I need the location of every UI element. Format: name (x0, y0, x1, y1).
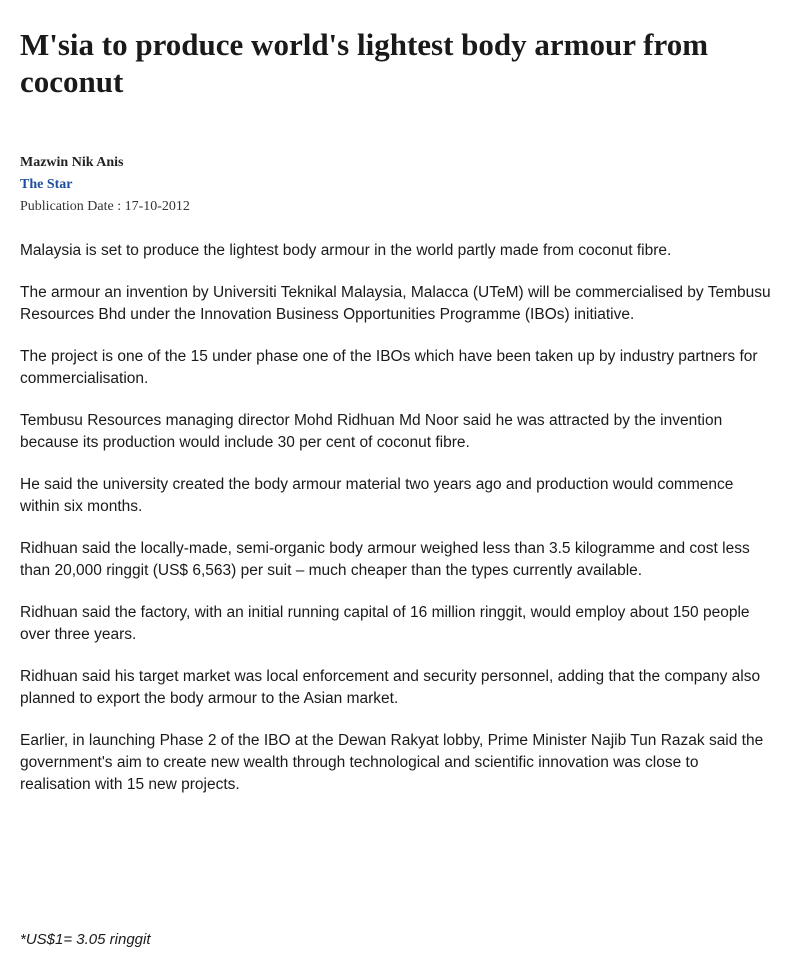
article-paragraph: Tembusu Resources managing director Mohd Ridhuan Md Noor said he was attracted by the invention because its production would include 30 per cent of coconut fibre. (20, 412, 723, 451)
article-paragraph: Ridhuan said the locally-made, semi-organic body armour weighed less than 3.5 kilogramme and cost less than 20,000 ringgit (US$ 6,563) per suit – much cheaper than the types currently available. (20, 540, 750, 579)
article-paragraph: Earlier, in launching Phase 2 of the IBO at the Dewan Rakyat lobby, Prime Minister Najib Tun Razak said the government's aim to create new wealth through technological and scientific innovation was close to realisation with 15 new projects. (20, 732, 764, 793)
article-body (20, 240, 772, 816)
source-name: The Star (20, 177, 73, 192)
article-paragraph: Malaysia is set to produce the lightest body armour in the world partly made from coconut fibre. (20, 242, 672, 259)
article-paragraph: Ridhuan said his target market was local enforcement and security personnel, adding that the company also planned to export the body armour to the Asian market. (20, 668, 761, 707)
article-paragraph: The armour an invention by Universiti Teknikal Malaysia, Malacca (UTeM) will be commercialised by Tembusu Resources Bhd under the Innovation Business Opportunities Programme (IBOs) initiative. (20, 284, 771, 323)
currency-footnote: *US$1= 3.05 ringgit (20, 931, 151, 948)
article-paragraph: Ridhuan said the factory, with an initial running capital of 16 million ringgit, would employ about 150 people over three years. (20, 604, 750, 643)
article-headline: M'sia to produce world's lightest body armour from coconut (20, 27, 709, 99)
author-name: Mazwin Nik Anis (20, 155, 124, 170)
byline-block (20, 152, 420, 218)
article-paragraph: He said the university created the body armour material two years ago and production would commence within six months. (20, 476, 734, 515)
publication-date: Publication Date : 17-10-2012 (20, 199, 190, 214)
article-paragraph: The project is one of the 15 under phase one of the IBOs which have been taken up by industry partners for commercialisation. (20, 348, 758, 387)
